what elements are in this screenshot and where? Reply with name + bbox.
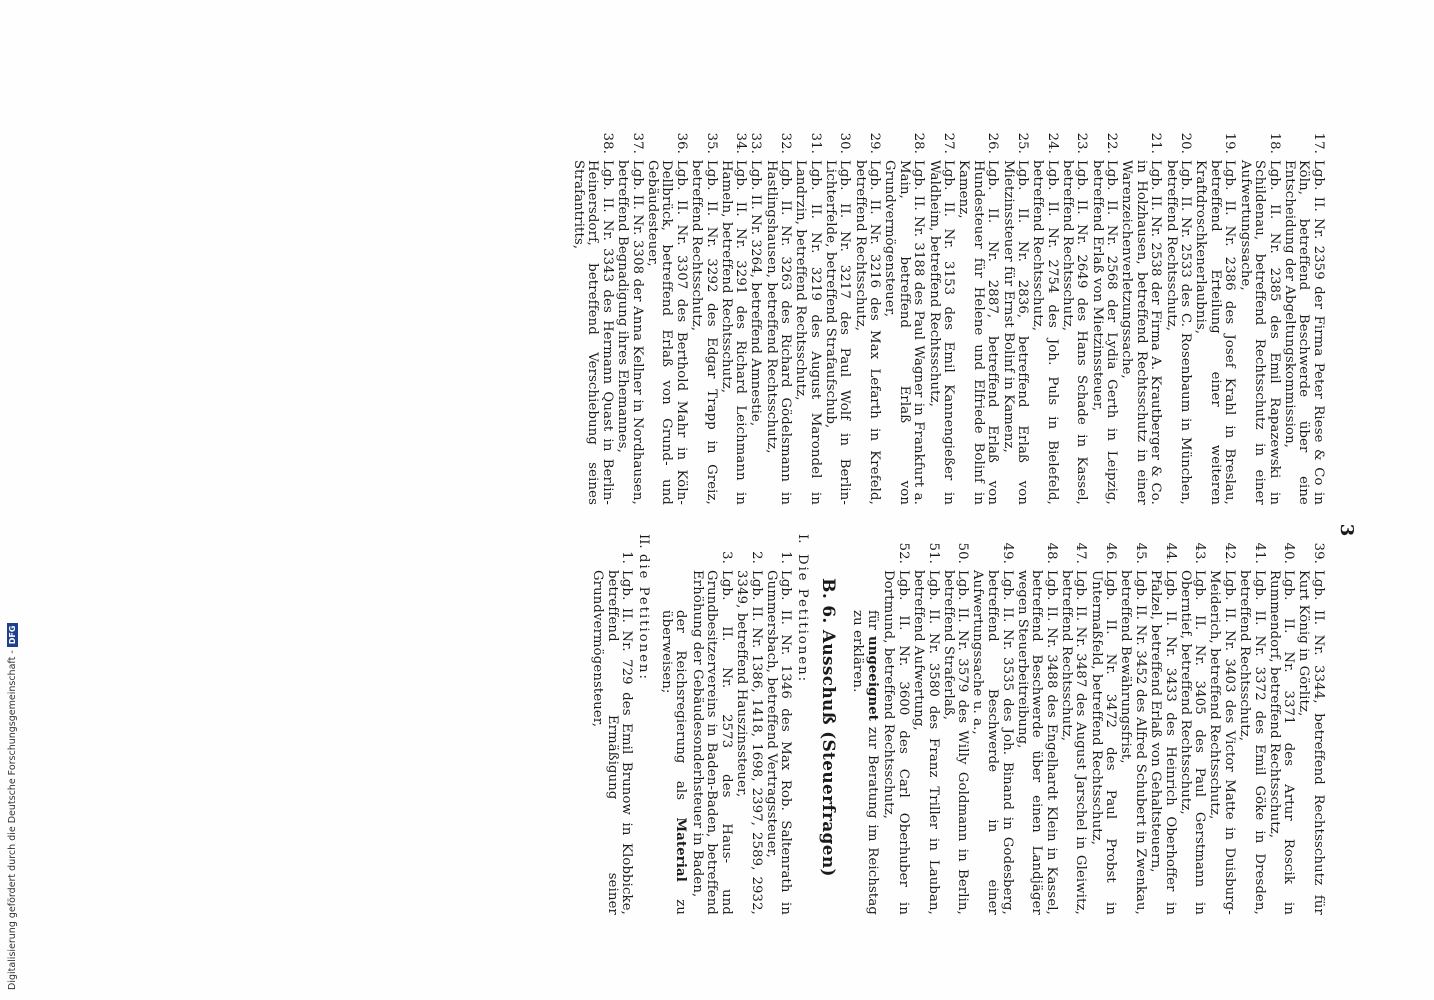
entry-text: Lgb. II. Nr. 3452 des Alfred Schubert in Zwenkau, betreffend Bewährungsfrist, <box>1118 570 1148 915</box>
entry-number: 29. <box>867 132 883 154</box>
entry-text: Lgb. II. Nr. 3219 des August Marondel in Landrzin, betreffend Rechtsschutz, <box>793 160 823 505</box>
decision-keyword: Material <box>673 817 689 882</box>
decision-suffix: zu überweisen; <box>658 610 689 915</box>
petition-entry <box>689 540 733 915</box>
entry-number: 47. <box>1073 542 1089 564</box>
entry-number: 17. <box>1311 132 1326 154</box>
entry-text: Lgb. II. Nr. 3487 des August Jarschel in Gleiwitz, betreffend Rechtsschutz, <box>1058 570 1089 915</box>
petition-entry <box>1236 540 1265 915</box>
petition-entry <box>590 540 634 915</box>
petition-entry <box>1193 130 1237 505</box>
entry-number: 27. <box>941 132 957 154</box>
entry-text: Lgb. II. Nr. 3405 des Paul Gerstmann in Oberntief, betreffend Rechtsschutz, <box>1177 570 1208 915</box>
entry-number: 26. <box>985 132 1001 154</box>
entry-text: Lgb. II. Nr. 3344, betreffend Rechtsschutz für Kurt König in Görlitz, <box>1296 570 1326 915</box>
petition-entry <box>956 130 1000 505</box>
entry-text: Lgb. II. Nr. 3472 des Paul Probst in Untermaßfeld, betreffend Rechtsschutz, <box>1088 570 1119 915</box>
entry-text: Lgb. II. Nr. 2359 der Firma Peter Riese & Co in Köln, betreffend Beschwerde über eine Entscheidung der Abgeltungskommission, <box>1281 160 1326 505</box>
decision-unsuitable <box>850 540 879 915</box>
entry-text: Lgb. II. Nr. 3216 des Max Lefarth in Krefeld, betreffend Rechtsschutz, <box>852 160 883 505</box>
petition-entry <box>1089 130 1118 505</box>
entry-number: 39. <box>1311 542 1326 564</box>
petition-entry <box>1296 540 1325 915</box>
entry-text: Lgb. II. Nr. 3308 der Anna Kellner in Nordhausen, betreffend Begnadigung ihres Ehemannes, <box>615 160 645 505</box>
petition-entry <box>940 540 969 915</box>
petition-entry <box>882 130 926 505</box>
petition-entry <box>1059 130 1088 505</box>
entry-text: Lgb. II. Nr. 3371 des Artur Roscik in Rummendorf, betreffend Rechtsschutz, <box>1266 570 1297 915</box>
entry-text: Lgb. II. Nr. 3292 des Edgar Trapp in Greiz, betreffend Rechtsschutz, <box>689 160 719 505</box>
entry-number: 34. <box>733 132 749 154</box>
petition-entry <box>748 130 763 505</box>
digitization-credit <box>7 623 18 990</box>
entry-text: Lgb. II. Nr. 2386 des Josef Krahl in Breslau, betreffend Erteilung einer weiteren Kraftdroschkenerlaubnis, <box>1193 160 1238 505</box>
petition-entry <box>1266 540 1295 915</box>
decision-suffix: zur Beratung im Reichstag zu erklären. <box>850 610 880 915</box>
petition-entry <box>1163 130 1192 505</box>
petition-entry <box>1118 540 1147 915</box>
section-heading: B. 6. Ausschuß (Steuerfragen) <box>818 578 839 877</box>
subsection-label: Die Petitionen: <box>794 554 810 684</box>
entry-number: 18. <box>1266 132 1282 154</box>
entry-number: 24. <box>1044 132 1060 154</box>
subsection-ii-entries <box>590 540 634 915</box>
entry-text: Lgb. II. Nr. 2836, betreffend Erlaß von Mietzinssteuer für Ernst Bolinf in Kamenz, <box>1000 160 1031 505</box>
entry-number: 46. <box>1103 542 1119 564</box>
entry-number: 40. <box>1281 542 1297 564</box>
petition-entry <box>1000 130 1029 505</box>
decision-material <box>658 540 687 915</box>
subsection-label: die Petitionen: <box>635 554 651 681</box>
subsection-i-entries <box>689 540 792 915</box>
entry-text: Lgb. II. Nr. 2533 des C. Rosenbaum in München, betreffend Rechtsschutz, <box>1163 160 1194 505</box>
entry-text: Lgb. II. Nr. 2573 des Haus- und Grundbesitzervereins in Baden-Baden, betreffend Erhöhung der Gebäudesonderhsteuer in Baden, <box>689 570 734 915</box>
entry-text: Lgb. II. Nr. 2568 der Lydia Gerth in Leipzig, betreffend Erlaß von Mietzinssteuer, <box>1089 160 1120 505</box>
entry-number: 28. <box>911 132 927 154</box>
entry-text: Lgb. II. Nr. 3291 des Richard Leichmann in Hameln, betreffend Rechtsschutz, <box>718 160 749 505</box>
petition-entry <box>1030 130 1059 505</box>
entry-text: Lgb. II. Nr. 3217 des Paul Wolf in Berlin-Lichterfelde, betreffend Strafaufschub, <box>822 160 853 505</box>
left-column <box>570 130 1325 505</box>
entry-text: Lgb. II. Nr. 2754 des Joh. Puls in Bielefeld, betreffend Rechtsschutz, <box>1030 160 1060 505</box>
entry-number: 51. <box>925 542 941 564</box>
decision-prefix: für <box>864 610 880 637</box>
entry-number: 38. <box>600 132 615 154</box>
entry-text: Lgb. II. Nr. 2649 des Hans Schade in Kassel, betreffend Rechtsschutz, <box>1059 160 1090 505</box>
petition-entry <box>763 130 792 505</box>
right-column <box>589 534 1326 915</box>
petition-entry <box>1281 130 1325 505</box>
petition-entry <box>733 540 762 915</box>
petition-entry <box>793 130 822 505</box>
entry-number: 41. <box>1251 542 1267 564</box>
dfg-logo-icon: DFG <box>7 623 18 648</box>
entry-text: Lgb. II. Nr. 2385 des Emil Rapazewski in Schildenau, betreffend Rechtsschutz in einer Aufwertungssache, <box>1237 160 1282 505</box>
subsection-petitions-i <box>794 534 810 915</box>
entry-number: 33. <box>748 132 764 154</box>
petition-entry <box>822 130 851 505</box>
petition-entry <box>1207 540 1236 915</box>
petition-entry <box>1058 540 1087 915</box>
credit-text: Digitalisierung gefördert durch die Deutsche Forschungsgemeinschaft - <box>7 650 18 990</box>
right-column-entries <box>881 540 1325 915</box>
entry-text: Lgb. II. Nr. 1346 des Max Rob. Saltenrath in Gummersbach, betreffend Vertragssteuer, <box>763 570 794 915</box>
entry-number: 25. <box>1015 132 1031 154</box>
petition-entry <box>970 540 1014 915</box>
entry-number: 36. <box>673 132 689 154</box>
decision-prefix: der Reichsregierung als <box>673 610 689 818</box>
entry-number: 50. <box>955 542 971 564</box>
petition-entry <box>763 540 792 915</box>
entry-number: 3. <box>718 551 734 564</box>
petition-entry <box>1119 130 1163 505</box>
entry-text: Lgb. II. Nr. 3153 des Emil Kannengießer in Waldheim, betreffend Rechtsschutz, <box>926 160 957 505</box>
entry-number: 2. <box>748 551 764 564</box>
entry-number: 32. <box>778 132 794 154</box>
entry-text: Lgb. II. Nr. 3580 des Franz Triller in Lauban, betreffend Aufwertung, <box>910 570 941 915</box>
subsection-numeral: II. <box>635 534 651 549</box>
petition-entry <box>910 540 939 915</box>
entry-text: Lgb. II. Nr. 3600 des Carl Oberhuber in Dortmund, betreffend Rechtsschutz, <box>881 570 911 915</box>
petition-entry <box>1088 540 1117 915</box>
entry-text: Lgb. II. Nr. 3307 des Berthold Mahr in Köln-Dellbrück, betreffend Erlaß von Grund- und Gebäudesteuer, <box>644 160 689 505</box>
entry-text: Lgb. II. Nr. 3264, betreffend Amnestie, <box>748 160 764 427</box>
petition-entry <box>570 130 614 505</box>
entry-text: Lgb. II. Nr. 3403 des Victor Matte in Duisburg-Meiderich, betreffend Rechtsschutz, <box>1207 570 1237 915</box>
entry-text: Lgb. II. Nr. 3535 des Joh. Binand in Godesberg, betreffend Beschwerde in einer Aufwertungssache u. a., <box>970 570 1015 915</box>
subsection-numeral: I. <box>794 534 810 544</box>
entry-number: 19. <box>1222 132 1238 154</box>
petition-entry <box>1237 130 1281 505</box>
entry-text: Lgb. II. Nr. 3433 des Heinrich Oberhoffer in Pfalzel, betreffend Erlaß von Gehaltsteuern, <box>1147 570 1178 915</box>
entry-number: 22. <box>1104 132 1120 154</box>
entry-text: Lgb. II. Nr. 3579 des Willy Goldmann in Berlin, betreffend Straferlaß, <box>940 570 971 915</box>
entry-number: 52. <box>895 542 911 564</box>
subsection-petitions-ii <box>635 534 651 915</box>
entry-number: 30. <box>837 132 853 154</box>
entry-number: 44. <box>1162 542 1178 564</box>
entry-number: 1. <box>778 551 794 564</box>
entry-number: 48. <box>1043 542 1059 564</box>
entry-number: 31. <box>807 132 823 154</box>
petition-entry <box>926 130 955 505</box>
entry-number: 20. <box>1178 132 1194 154</box>
entry-number: 1. <box>619 551 635 564</box>
petition-entry <box>615 130 644 505</box>
petition-entry <box>718 130 747 505</box>
page-number: 3 <box>1336 523 1357 537</box>
rotated-document-page <box>125 100 1357 960</box>
entry-number: 43. <box>1192 542 1208 564</box>
petition-entry <box>881 540 910 915</box>
entry-number: 45. <box>1132 542 1148 564</box>
petition-entry <box>1177 540 1206 915</box>
entry-text: Lgb. II. Nr. 1386, 1418, 1698, 2397, 2589, 2932, 3349, betreffend Hauszinssteuer, <box>734 570 764 915</box>
entry-text: Lgb. II. Nr. 3343 des Hermann Quast in Berlin-Heinersdorf, betreffend Verschiebung seines Strafantritts, <box>570 160 615 505</box>
petition-entry <box>852 130 881 505</box>
entry-text: Lgb. II. Nr. 3488 des Engelhardt Klein in Kassel, betreffend Beschwerde über einen Landjäger wegen Steuerbeitreibung, <box>1014 570 1059 915</box>
entry-text: Lgb. II. Nr. 3263 des Richard Gödelsmann in Hastlingshausen, betreffend Rechtsschutz, <box>763 160 794 505</box>
decision-keyword: ungeeignet <box>864 636 880 722</box>
entry-number: 37. <box>629 132 645 154</box>
petition-entry <box>688 130 717 505</box>
entry-text: Lgb. II. Nr. 3188 des Paul Wagner in Frankfurt a. Main, betreffend Erlaß von Grundvermögensteuer, <box>882 160 927 505</box>
entry-text: Lgb. II. Nr. 3372 des Emil Göke in Dresden, betreffend Rechtsschutz, <box>1237 570 1267 915</box>
entry-number: 42. <box>1221 542 1237 564</box>
petition-entry <box>644 130 688 505</box>
entry-number: 35. <box>703 132 719 154</box>
entry-number: 21. <box>1148 132 1164 154</box>
entry-text: Lgb. II. Nr. 729 des Emil Brunow in Klobbicke, betreffend Ermäßigung seiner Grundvermögensteuer, <box>590 570 635 915</box>
entry-number: 23. <box>1074 132 1090 154</box>
entry-text: Lgb. II. Nr. 2538 der Firma A. Krautberger & Co. in Holzhausen, betreffend Rechtsschutz in einer Warenzeichenverletzungssache, <box>1119 160 1164 505</box>
petition-entry <box>1147 540 1176 915</box>
entry-number: 49. <box>999 542 1015 564</box>
entry-text: Lgb. II. Nr. 2887, betreffend Erlaß von Hundesteuer für Helene und Elfriede Bolinf in Kamenz, <box>956 160 1001 505</box>
petition-entry <box>1014 540 1058 915</box>
